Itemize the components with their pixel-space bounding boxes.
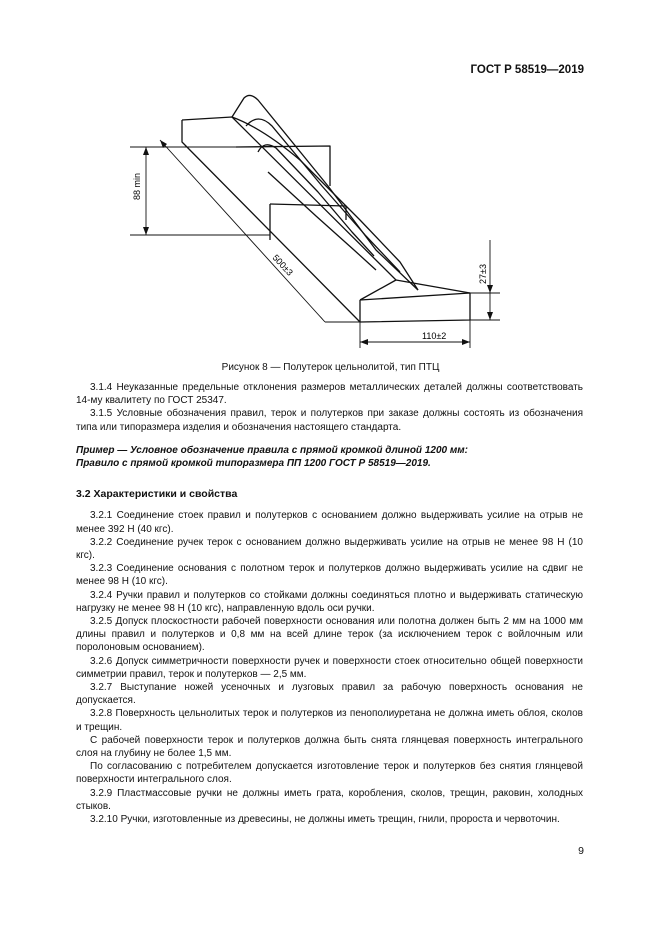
paragraph: 3.2.6 Допуск симметричности поверхности ручек и поверхности стоек относительно общей поверхности симметрии правил, терок и полутерков — 2,5 мм. xyxy=(76,655,583,680)
section-title: 3.2 Характеристики и свойства xyxy=(76,488,238,501)
float-front-face xyxy=(360,293,470,322)
paragraph: 3.2.5 Допуск плоскостности рабочей поверхности основания или полотна должен быть 2 мм на 1000 мм длины правил и полутерков и 0,8 мм на всей длине терок (за исключением терок с войлочным или поролоновым основанием). xyxy=(76,616,583,654)
dim-thickness-label: 27±3 xyxy=(478,264,488,284)
example-line: Пример — Условное обозначение правила с прямой кромкой длиной 1200 мм: xyxy=(76,444,468,456)
paragraph: 3.2.8 Поверхность цельнолитых терок и полутерков из пенополиуретана не должна иметь облоя, сколов и трещин. xyxy=(76,708,583,733)
dim-height-label: 88 min xyxy=(132,172,142,200)
page-number: 9 xyxy=(578,845,584,857)
paragraph: По согласованию с потребителем допускается изготовление терок и полутерков без снятия глянцевой поверхности интегрального слоя. xyxy=(76,761,583,786)
example-line: Правило с прямой кромкой типоразмера ПП 1200 ГОСТ Р 58519—2019. xyxy=(76,458,431,470)
paragraph: 3.2.10 Ручки, изготовленные из древесины, не должны иметь трещин, гнили, пророста и червоточин. xyxy=(90,814,560,826)
dim-length-label: 500±3 xyxy=(270,252,295,278)
paragraph: 3.2.7 Выступание ножей усеночных и лузговых правил за рабочую поверхность основания не допускается. xyxy=(76,682,583,707)
paragraph: 3.2.1 Соединение стоек правил и полутерков с основанием должно выдерживать усилие на отрыв не менее 392 Н (40 кгс). xyxy=(76,510,583,535)
paragraph: 3.2.2 Соединение ручек терок с основанием должно выдерживать усилие на отрыв не менее 98 Н (10 кгс). xyxy=(76,536,583,562)
standard-header: ГОСТ Р 58519—2019 xyxy=(470,64,584,76)
paragraph: 3.2.4 Ручки правил и полутерков со стойками должны соединяться плотно и выдерживать статическую нагрузку не менее 98 Н (10 кгс), направленную вдоль оси ручки. xyxy=(76,589,583,614)
paragraph: С рабочей поверхности терок и полутерков должна быть снята глянцевая поверхность интегрального слоя на глубину не более 1,5 мм. xyxy=(76,734,583,760)
dim-width-label: 110±2 xyxy=(422,331,447,341)
figure-caption: Рисунок 8 — Полутерок цельнолитой, тип ПТЦ xyxy=(221,362,440,373)
float-drawing xyxy=(0,0,661,360)
paragraph: 3.2.9 Пластмассовые ручки не должны иметь грата, коробления, сколов, трещин, раковин, холодных стыков. xyxy=(76,787,583,812)
paragraph: 3.1.4 Неуказанные предельные отклонения размеров металлических деталей должны соответствовать 14-му квалитету по ГОСТ 25347. xyxy=(76,382,583,407)
example-block xyxy=(76,444,583,470)
document-body xyxy=(76,381,583,826)
paragraph: 3.2.3 Соединение основания с полотном терок и полутерков должно выдерживать усилие на сдвиг не менее 98 Н (10 кгс). xyxy=(76,563,583,588)
paragraph: 3.1.5 Условные обозначения правил, терок и полутерков при заказе должны состоять из обозначения типа или типоразмера изделия и обозначения настоящего стандарта. xyxy=(76,408,583,433)
